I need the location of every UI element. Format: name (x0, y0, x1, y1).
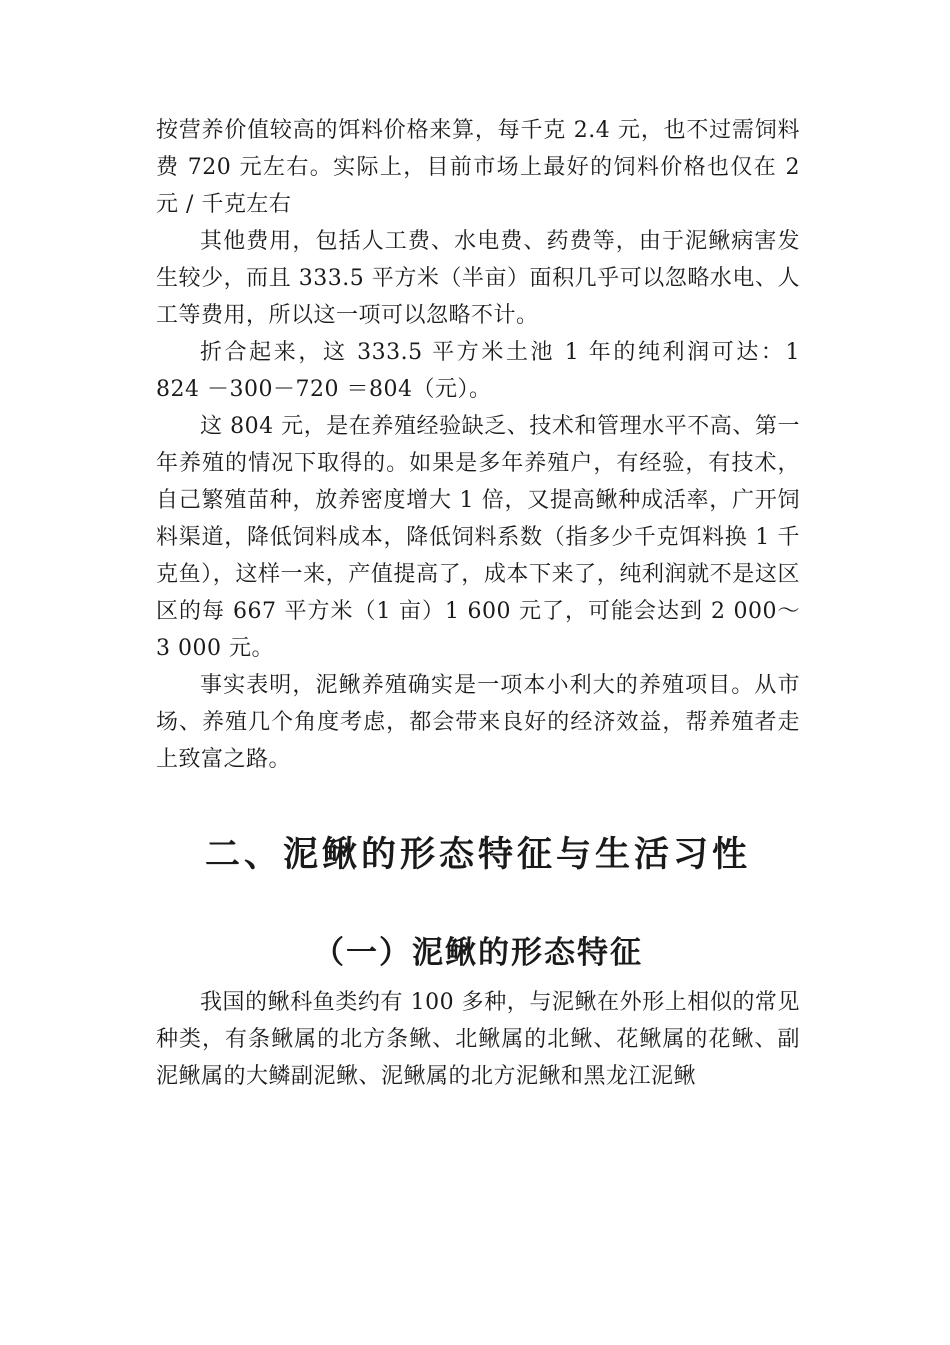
section-title: 二、泥鳅的形态特征与生活习性 (204, 834, 751, 875)
paragraph-loach-species: 我国的鳅科鱼类约有 100 多种，与泥鳅在外形上相似的常见种类，有条鳅属的北方条鳅、北鳅属的北鳅、花鳅属的花鳅、副泥鳅属的大鳞副泥鳅、泥鳅属的北方泥鳅和黑龙江泥鳅 (156, 990, 800, 1089)
paragraph-conclusion: 事实表明，泥鳅养殖确实是一项本小利大的养殖项目。从市场、养殖几个角度考虑，都会带来良好的经济效益，帮养殖者走上致富之路。 (156, 673, 800, 772)
paragraph-experienced-farmers: 这 804 元，是在养殖经验缺乏、技术和管理水平不高、第一年养殖的情况下取得的。如果是多年养殖户，有经验，有技术，自己繁殖苗种，放养密度增大 1 倍，又提高鳅种成活率，广开饲料渠道，降低饲料成本，降低饲料系数（指多少千克饵料换 1 千克鱼），这样一来，产值提高了，成本下来了，纯利润就不是这区区的每 667 平方米（1 亩）1 600 元了，可能会达到 2 000～3 000 元。 (156, 414, 800, 661)
paragraph-other-costs: 其他费用，包括人工费、水电费、药费等，由于泥鳅病害发生较少，而且 333.5 平方米（半亩）面积几乎可以忽略水电、人工等费用，所以这一项可以忽略不计。 (156, 229, 800, 328)
document-page (156, 112, 800, 1095)
sub-title: （一）泥鳅的形态特征 (313, 935, 643, 971)
paragraph-net-profit: 折合起来，这 333.5 平方米土池 1 年的纯利润可达：1 824 －300－720 ＝804（元）。 (156, 340, 800, 402)
paragraph-feed-cost: 按营养价值较高的饵料价格来算，每千克 2.4 元，也不过需饲料费 720 元左右。实际上，目前市场上最好的饲料价格也仅在 2 元 / 千克左右 (156, 118, 800, 217)
